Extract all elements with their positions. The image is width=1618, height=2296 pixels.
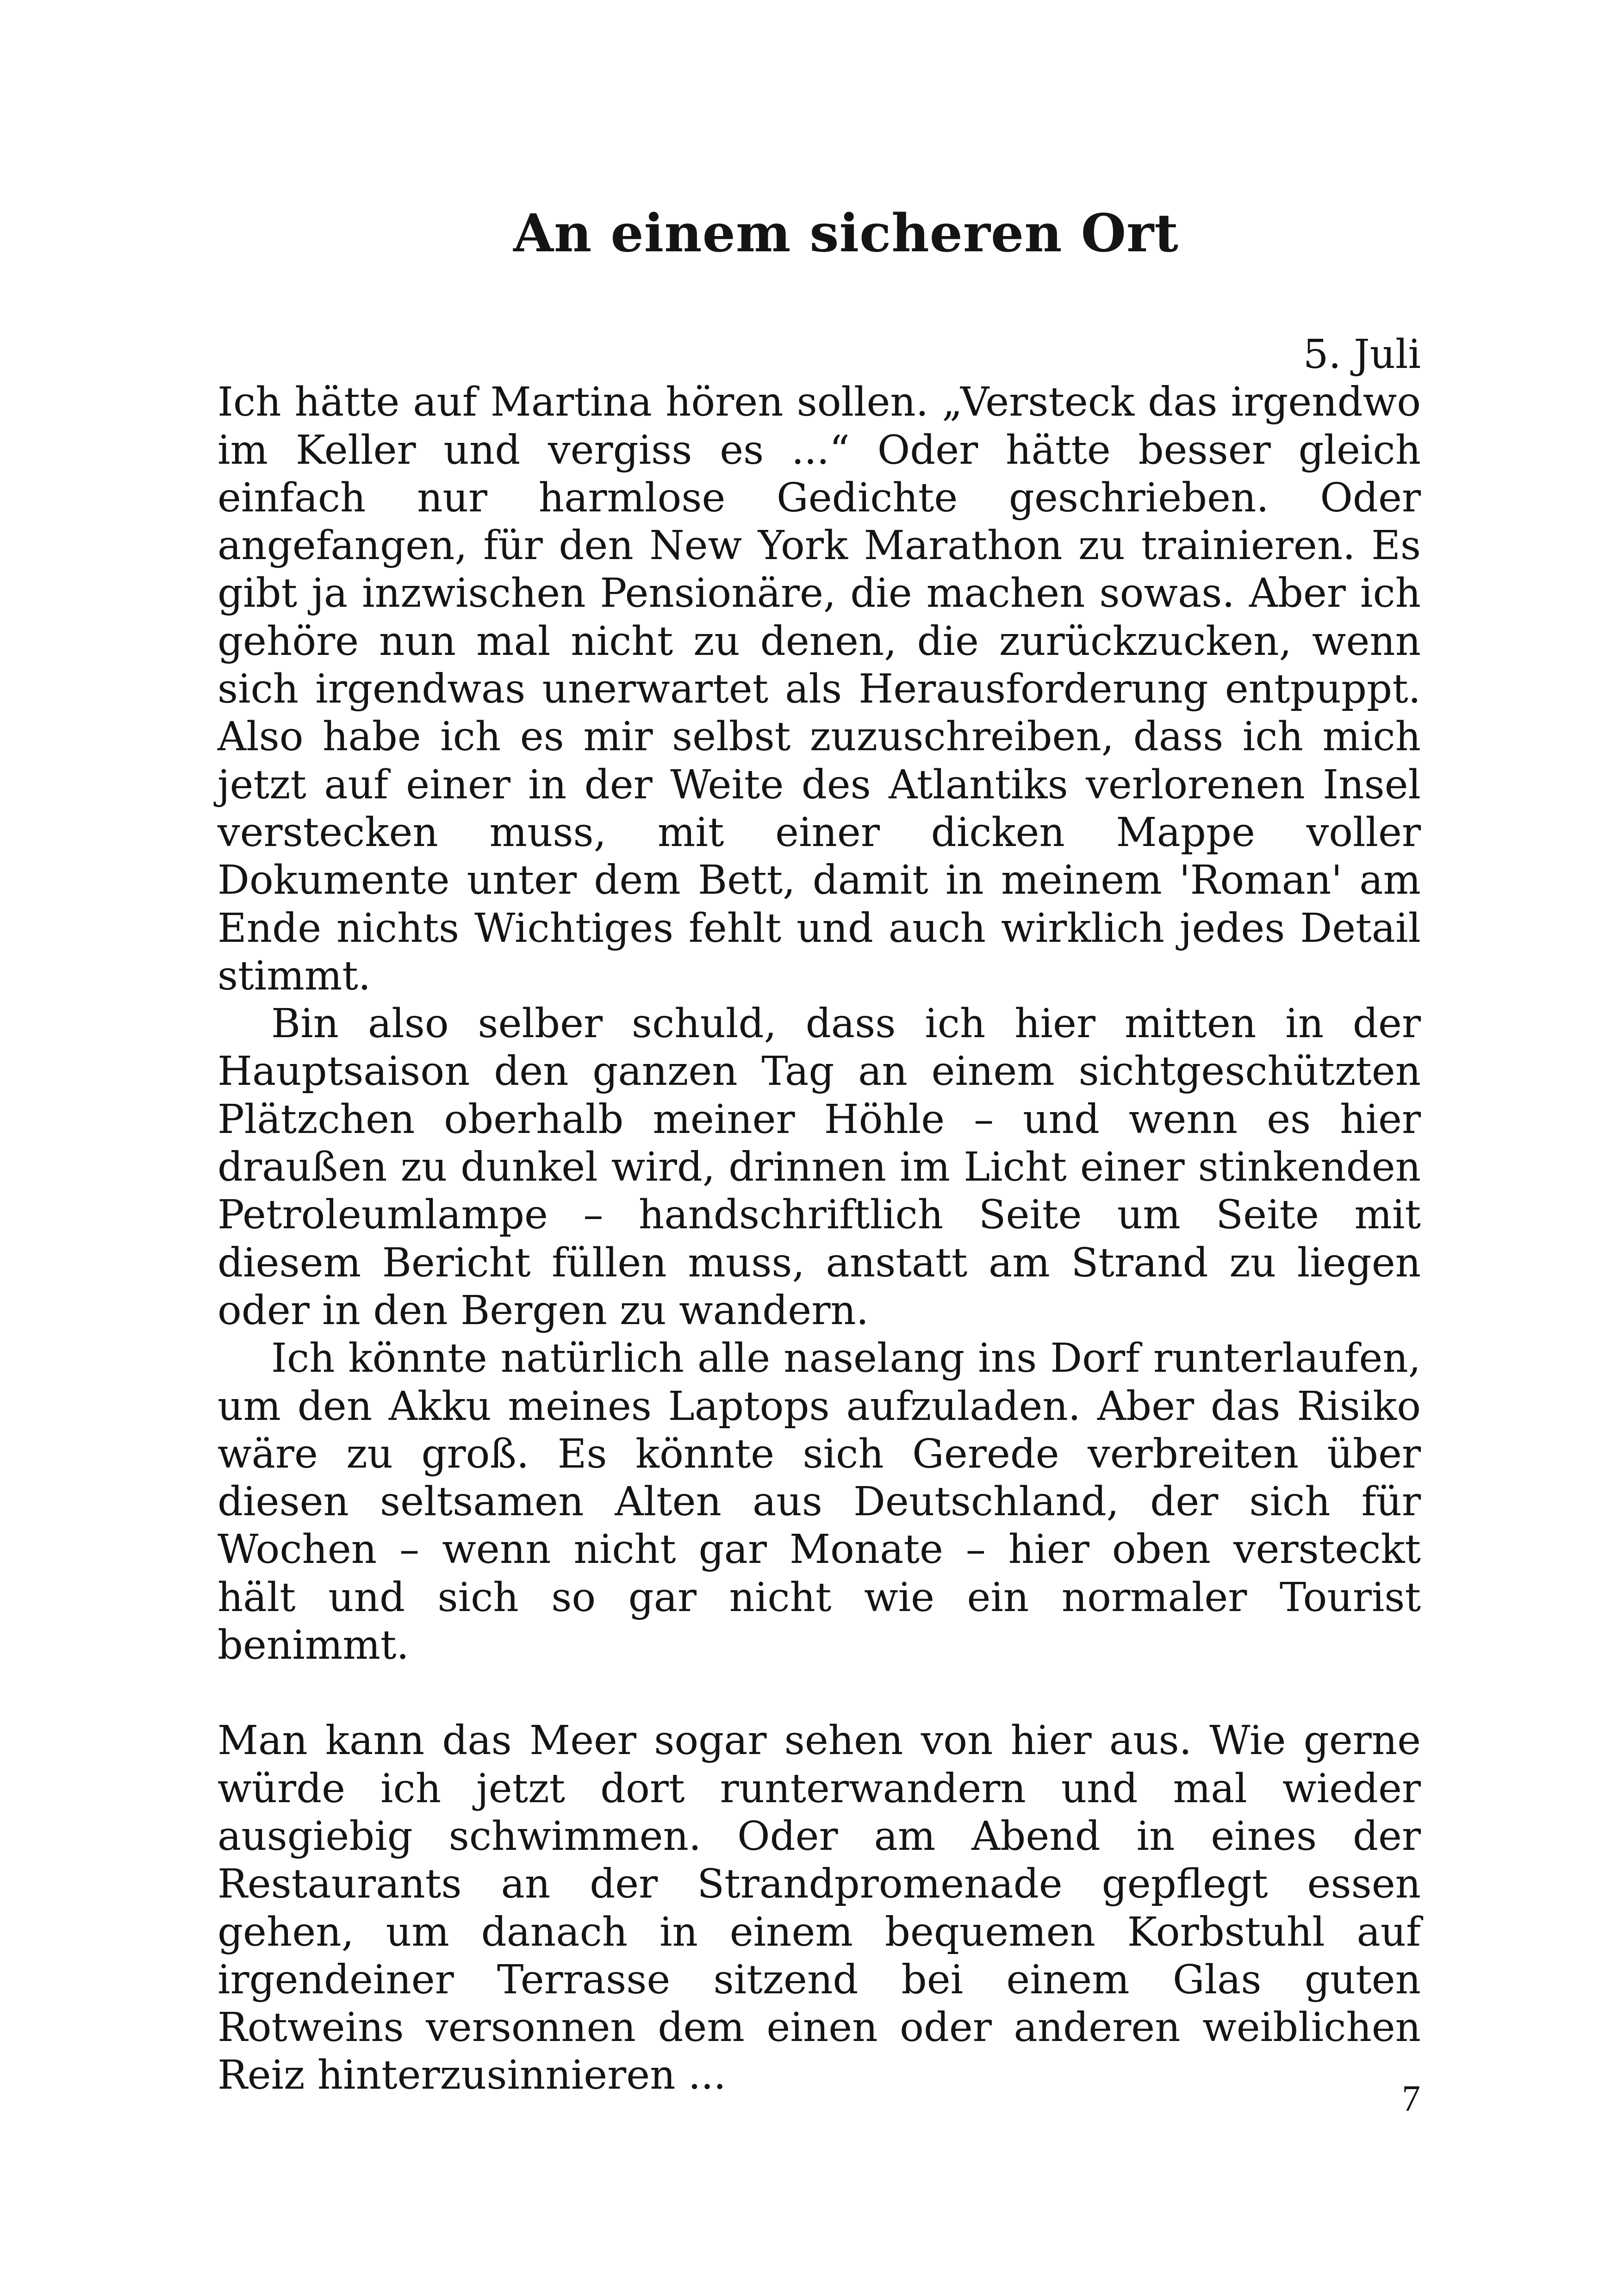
entry-date: 5. Juli bbox=[1303, 331, 1421, 378]
paragraph-4: Man kann das Meer sogar sehen von hier aus. Wie gerne würde ich jetzt dort runterwandern und mal wieder ausgiebig schwimmen. Oder am Abend in eines der Restaurants an der Strandpromenade gepflegt essen gehen, um danach in einem bequemen Korbstuhl auf irgendeiner Terrasse sitzend bei einem Glas guten Rotweins versonnen dem einen oder anderen weiblichen Reiz hinterzusinnieren ... bbox=[218, 1717, 1421, 2099]
paragraph-2: Bin also selber schuld, dass ich hier mitten in der Hauptsaison den ganzen Tag an einem sichtgeschützten Plätzchen oberhalb meiner Höhle – und wenn es hier draußen zu dunkel wird, drinnen im Licht einer stinkenden Petroleumlampe – handschriftlich Seite um Seite mit diesem Bericht füllen muss, anstatt am Strand zu liegen oder in den Bergen zu wandern. bbox=[218, 1001, 1421, 1334]
chapter-title: An einem sicheren Ort bbox=[513, 203, 1179, 264]
paragraph-1: Ich hätte auf Martina hören sollen. „Versteck das irgendwo im Keller und vergiss es ...“ Oder hätte besser gleich einfach nur harmlose Gedichte geschrieben. Oder angefangen, für den New York Marathon zu trainieren. Es gibt ja inzwischen Pensionäre, die machen sowas. Aber ich gehöre nun mal nicht zu denen, die zurückzucken, wenn sich irgendwas unerwartet als Herausforderung entpuppt. Also habe ich es mir selbst zuzuschreiben, dass ich mich jetzt auf einer in der Weite des Atlantiks verlorenen Insel verstecken muss, mit einer dicken Mappe voller Dokumente unter dem Bett, damit in meinem 'Roman' am Ende nichts Wichtiges fehlt und auch wirklich jedes Detail stimmt. bbox=[218, 379, 1421, 999]
page-number: 7 bbox=[1402, 2078, 1420, 2119]
paragraph-3: Ich könnte natürlich alle naselang ins Dorf runterlaufen, um den Akku meines Laptops aufzuladen. Aber das Risiko wäre zu groß. Es könnte sich Gerede verbreiten über diesen seltsamen Alten aus Deutschland, der sich für Wochen – wenn nicht gar Monate – hier oben versteckt hält und sich so gar nicht wie ein normaler Tourist benimmt. bbox=[218, 1335, 1421, 1669]
body-text bbox=[218, 331, 1421, 2100]
